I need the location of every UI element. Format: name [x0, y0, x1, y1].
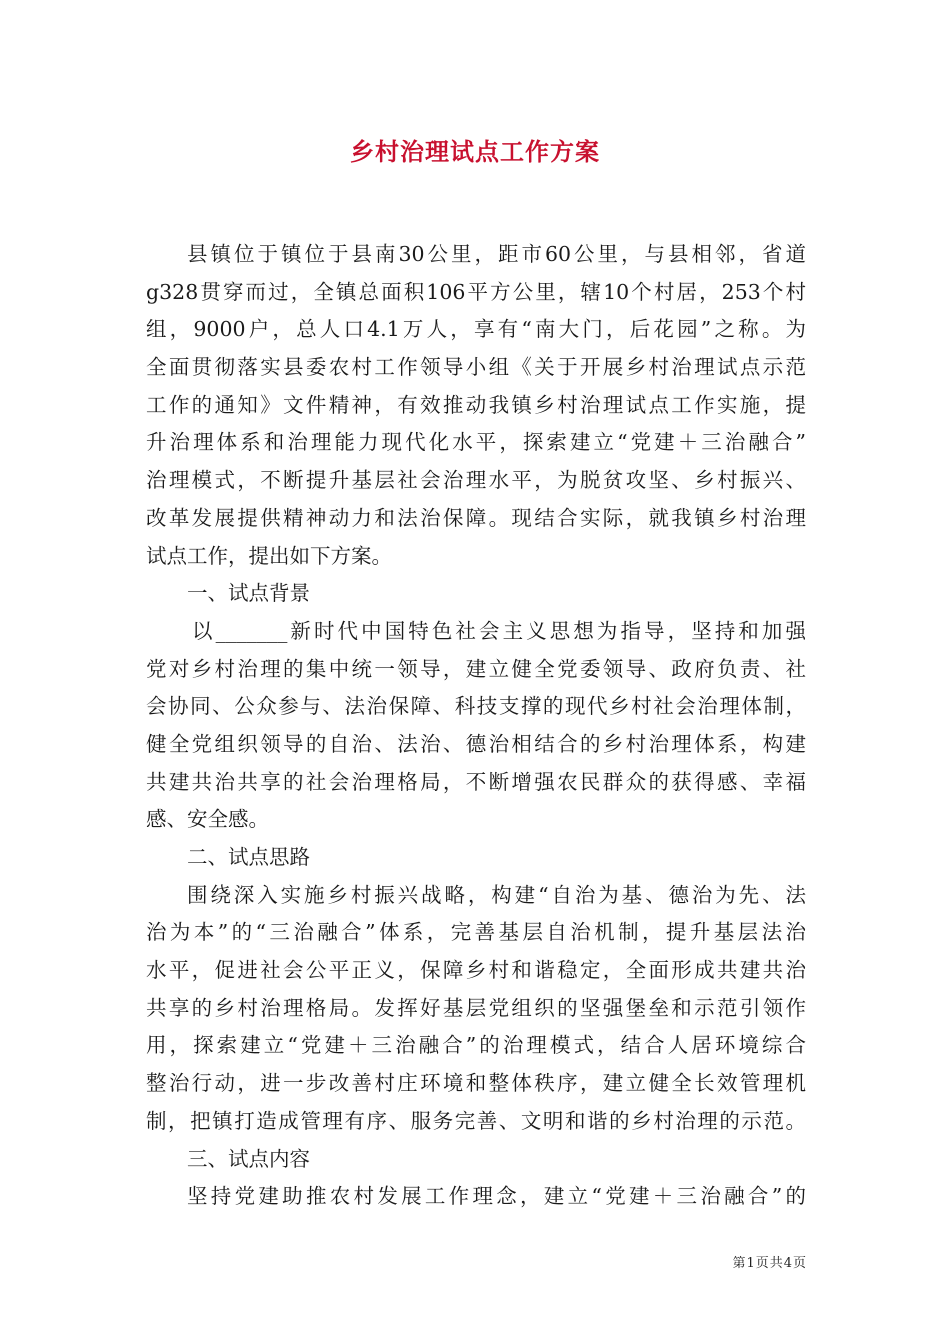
page-number: 第1页共4页: [732, 1256, 807, 1271]
paragraph-line: 治理模式，不断提升基层社会治理水平，为脱贫攻坚、乡村振兴、: [146, 468, 806, 493]
section-heading: 三、试点内容: [187, 1146, 310, 1171]
paragraph-line: 用，探索建立“党建＋三治融合”的治理模式，结合人居环境综合: [146, 1033, 806, 1058]
paragraph-line: 治为本”的“三治融合”体系，完善基层自治机制，提升基层法治: [146, 920, 806, 945]
paragraph-line: 整治行动，进一步改善村庄环境和整体秩序，建立健全长效管理机: [146, 1071, 806, 1096]
paragraph-line: 升治理体系和治理能力现代化水平，探索建立“党建＋三治融合”: [146, 430, 806, 455]
document-body: [146, 236, 806, 1216]
paragraph-line: 共享的乡村治理格局。发挥好基层党组织的坚强堡垒和示范引领作: [146, 995, 806, 1020]
paragraph-line: 会协同、公众参与、法治保障、科技支撑的现代乡村社会治理体制，: [146, 694, 806, 719]
paragraph-line: 感、安全感。: [146, 807, 269, 832]
paragraph-line: 围绕深入实施乡村振兴战略，构建“自治为基、德治为先、法: [187, 882, 806, 907]
paragraph-line: 组，9000户，总人口4.1万人，享有“南大门，后花园”之称。为: [146, 317, 806, 342]
section-heading: 二、试点思路: [187, 845, 310, 869]
paragraph-line: g328贯穿而过，全镇总面积106平方公里，辖10个村居，253个村: [146, 279, 806, 304]
paragraph-line: 制，把镇打造成管理有序、服务完善、文明和谐的乡村治理的示范。: [146, 1108, 806, 1133]
paragraph-line: 坚持党建助推农村发展工作理念，建立“党建＋三治融合”的: [187, 1184, 806, 1209]
paragraph-line: 以_______新时代中国特色社会主义思想为指导，坚持和加强: [192, 618, 806, 643]
paragraph-line: 共建共治共享的社会治理格局，不断增强农民群众的获得感、幸福: [146, 769, 806, 794]
section-heading: 一、试点背景: [187, 581, 310, 606]
document-title: 乡村治理试点工作方案: [350, 137, 600, 166]
paragraph-line: 改革发展提供精神动力和法治保障。现结合实际，就我镇乡村治理: [146, 505, 806, 530]
paragraph-line: 县镇位于镇位于县南30公里，距市60公里，与县相邻，省道: [187, 242, 806, 266]
paragraph-line: 试点工作，提出如下方案。: [146, 543, 392, 568]
paragraph-line: 水平，促进社会公平正义，保障乡村和谐稳定，全面形成共建共治: [146, 958, 806, 983]
paragraph-line: 全面贯彻落实县委农村工作领导小组《关于开展乡村治理试点示范: [146, 355, 806, 380]
paragraph-line: 健全党组织领导的自治、法治、德治相结合的乡村治理体系，构建: [146, 731, 806, 756]
paragraph-line: 工作的通知》文件精神，有效推动我镇乡村治理试点工作实施，提: [146, 392, 806, 417]
paragraph-line: 党对乡村治理的集中统一领导，建立健全党委领导、政府负责、社: [146, 656, 806, 681]
